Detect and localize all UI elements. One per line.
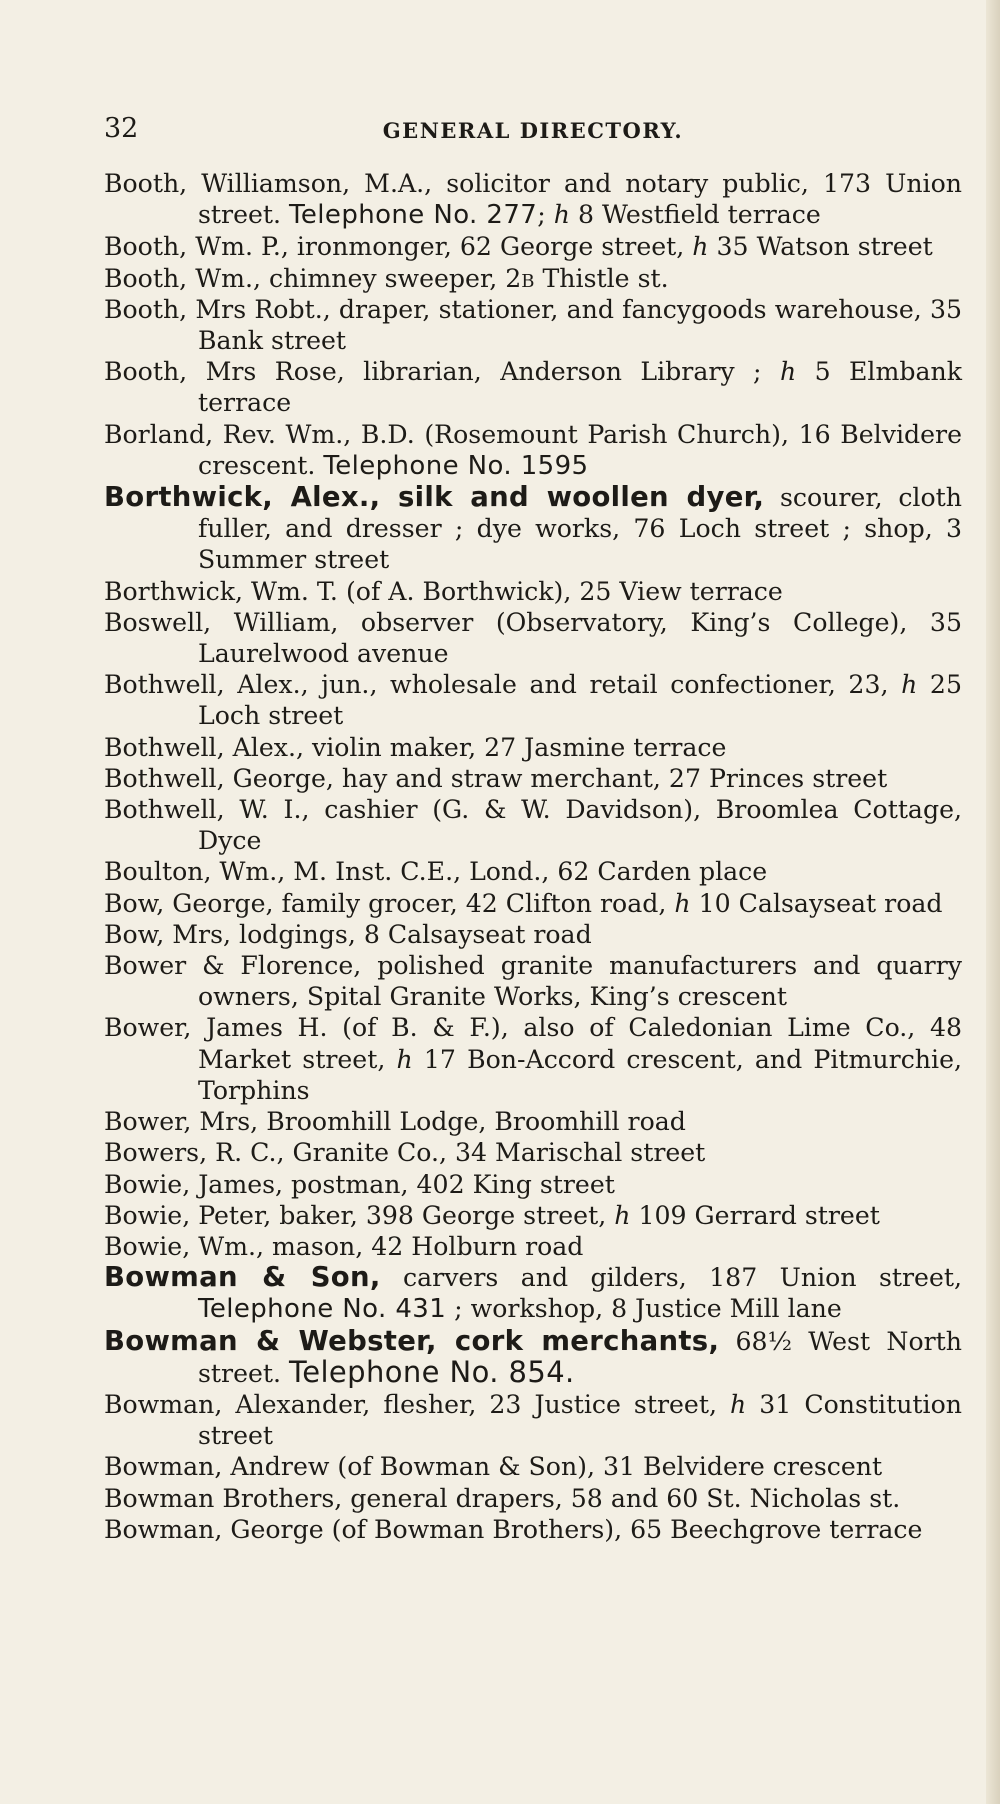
telephone-number: Telephone No. 854. xyxy=(289,1354,575,1389)
telephone-number: Telephone No. 1595 xyxy=(323,450,589,481)
entry-text: 17 Bon-Accord crescent, and Pitmurchie, Torphins xyxy=(198,1044,962,1105)
entry-text: carvers and gilders, 187 Union street, xyxy=(380,1263,962,1293)
entry-text: Booth, Williamson, M.A., solicitor and notary public, 173 Union street. xyxy=(104,169,962,230)
entry-text: 8 Westfield terrace xyxy=(569,200,821,230)
entry-text: Bowman, Alexander, flesher, 23 Justice street, xyxy=(104,1389,730,1419)
directory-entry xyxy=(104,919,962,950)
entry-text: Boulton, Wm., M. Inst. C.E., Lond., 62 Carden place xyxy=(104,857,768,887)
entry-text: Boswell, William, observer (Observatory, King’s College), 35 Laurelwood avenue xyxy=(104,607,962,669)
directory-entry xyxy=(104,1262,962,1325)
directory-entry xyxy=(104,1231,962,1262)
telephone-number: Telephone No. 277 xyxy=(289,200,538,231)
directory-entry xyxy=(104,1514,962,1545)
directory-entry xyxy=(104,356,962,418)
directory-entry xyxy=(104,794,962,856)
directory-entry xyxy=(104,888,962,919)
directory-entry xyxy=(104,950,962,1012)
home-marker: h xyxy=(692,232,709,262)
directory-entry xyxy=(104,1012,962,1106)
entry-text: Bowman Brothers, general drapers, 58 and 60 St. Nicholas st. xyxy=(104,1483,901,1513)
bold-entry-name: Bowman & Webster, cork merchants, xyxy=(104,1324,720,1357)
entry-text: 10 Calsayseat road xyxy=(690,888,943,918)
entry-text: Bowman, Andrew (of Bowman & Son), 31 Belvidere crescent xyxy=(104,1452,883,1482)
entry-text: Bowie, James, postman, 402 King street xyxy=(104,1169,615,1199)
home-marker: h xyxy=(729,1389,747,1419)
entry-text: 68½ West North street. xyxy=(198,1326,963,1388)
directory-entry xyxy=(104,763,962,794)
page-number: 32 xyxy=(104,113,139,144)
entry-text: 31 Constitution street xyxy=(198,1389,962,1451)
entry-text: scourer, cloth fuller, and dresser ; dye works, 76 Loch street ; shop, 3 Summer street xyxy=(198,483,962,575)
directory-entry xyxy=(104,1451,962,1482)
entry-text: Bowman, George (of Bowman Brothers), 65 Beechgrove terrace xyxy=(104,1514,923,1544)
directory-entry xyxy=(104,1200,962,1231)
home-marker: h xyxy=(901,670,918,700)
entry-text: Bow, Mrs, lodgings, 8 Calsayseat road xyxy=(104,919,592,949)
bold-entry-name: Borthwick, Alex., silk and woollen dyer, xyxy=(104,481,765,514)
directory-entry xyxy=(104,1326,962,1389)
bold-entry-name: Bowman & Son, xyxy=(104,1261,381,1294)
entry-text: Bower, James H. (of B. & F.), also of Caledonian Lime Co., 48 Market street, xyxy=(104,1013,962,1074)
entry-text: Borthwick, Wm. T. (of A. Borthwick), 25 View terrace xyxy=(104,576,783,606)
directory-entry xyxy=(104,231,962,262)
entry-text: Bowers, R. C., Granite Co., 34 Marischal street xyxy=(104,1138,706,1168)
entry-text: Bow, George, family grocer, 42 Clifton road, xyxy=(104,888,675,918)
directory-entry xyxy=(104,1169,962,1200)
running-head: GENERAL DIRECTORY. xyxy=(382,118,684,143)
entry-text: Bothwell, George, hay and straw merchant, 27 Princes street xyxy=(104,763,888,793)
entry-text: Booth, Mrs Rose, librarian, Anderson Library ; xyxy=(104,357,780,387)
directory-entry xyxy=(104,482,962,576)
directory-entry xyxy=(104,576,962,607)
entry-text: Bothwell, Alex., violin maker, 27 Jasmine terrace xyxy=(104,732,727,762)
entry-text: 35 Watson street xyxy=(708,232,933,262)
entry-text: 5 Elmbank terrace xyxy=(198,357,962,418)
telephone-number: Telephone No. 431 xyxy=(198,1294,447,1325)
directory-entry: Booth, Williamson, M.A., solicitor and notary public, 173 Union street. Telephone No. 277; h 8 Westfield terrace xyxy=(104,169,962,231)
directory-entry xyxy=(104,1137,962,1168)
directory-entries xyxy=(104,168,962,1545)
entry-text: Bothwell, Alex., jun., wholesale and retail confectioner, 23, xyxy=(104,670,902,700)
entry-text: Thistle st. xyxy=(534,263,669,293)
page-edge xyxy=(986,0,1000,1804)
directory-entry xyxy=(104,669,962,731)
entry-text: Bowie, Wm., mason, 42 Holburn road xyxy=(104,1231,584,1261)
home-marker: h xyxy=(674,888,691,918)
page-header xyxy=(104,112,962,152)
entry-text: Booth, Mrs Robt., draper, stationer, and fancygoods warehouse, 35 Bank street xyxy=(104,294,962,356)
entry-text: Bower & Florence, polished granite manufacturers and quarry owners, Spital Granite Works, King’s crescent xyxy=(104,951,962,1012)
directory-entry xyxy=(104,294,962,356)
directory-entry xyxy=(104,1483,962,1514)
entry-text: Bower, Mrs, Broomhill Lodge, Broomhill road xyxy=(104,1107,686,1137)
home-marker: h xyxy=(396,1044,413,1074)
directory-entry xyxy=(104,607,962,669)
home-marker: h xyxy=(779,357,797,387)
entry-text: Bothwell, W. I., cashier (G. & W. Davidson), Broomlea Cottage, Dyce xyxy=(104,795,962,856)
home-marker: h xyxy=(553,200,570,230)
entry-text: 109 Gerrard street xyxy=(630,1200,880,1230)
entry-text: Borland, Rev. Wm., B.D. (Rosemount Parish Church), 16 Belvidere crescent. xyxy=(104,419,962,480)
directory-entry xyxy=(104,1106,962,1137)
home-marker: h xyxy=(614,1200,631,1230)
directory-entry xyxy=(104,263,962,294)
directory-entry xyxy=(104,419,962,482)
directory-entry xyxy=(104,856,962,887)
directory-entry xyxy=(104,732,962,763)
directory-entry xyxy=(104,1389,962,1451)
entry-text: Booth, Wm., chimney sweeper, 2 xyxy=(104,263,522,293)
entry-text: ; workshop, 8 Justice Mill lane xyxy=(446,1294,842,1324)
entry-text: Bowie, Peter, baker, 398 George street, xyxy=(104,1200,615,1230)
address-suffix: b xyxy=(521,263,535,293)
entry-text: Booth, Wm. P., ironmonger, 62 George street, xyxy=(104,232,693,262)
entry-text: 25 Loch street xyxy=(198,670,962,731)
